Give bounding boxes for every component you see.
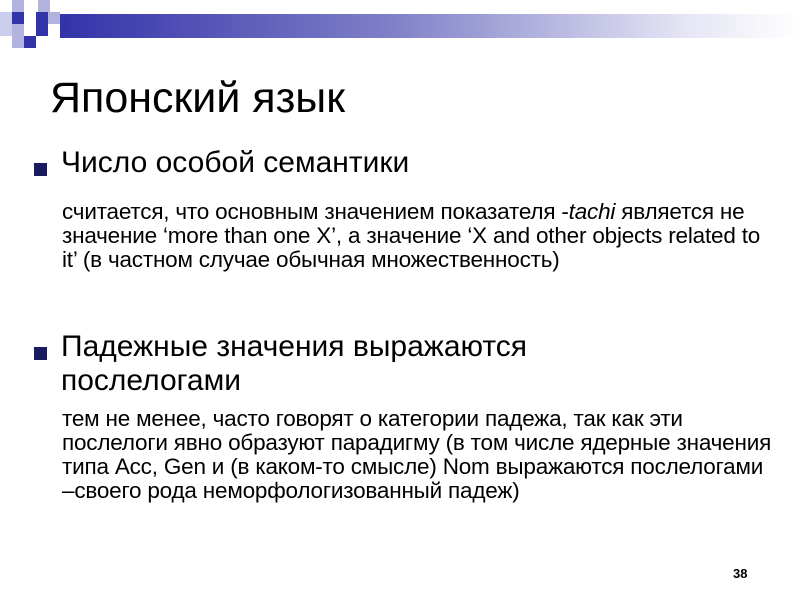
deco-square xyxy=(12,36,24,48)
square-bullet-icon xyxy=(34,347,47,360)
deco-square xyxy=(36,24,48,36)
bullet-2-row xyxy=(34,330,774,398)
bullet-1-detail-prefix: считается, что основным значением показателя - xyxy=(62,199,569,224)
deco-square xyxy=(12,0,24,12)
bullet-1 xyxy=(34,146,774,272)
bullet-2-heading: Падежные значения выражаются послелогами xyxy=(61,330,527,397)
decorative-header-pattern xyxy=(0,0,800,60)
deco-square xyxy=(12,12,24,24)
page-number: 38 xyxy=(733,566,748,581)
deco-square xyxy=(24,36,36,48)
deco-gradient-bar xyxy=(60,14,800,38)
deco-square xyxy=(38,0,50,12)
bullet-1-heading: Число особой семантики xyxy=(61,146,410,179)
bullet-2 xyxy=(34,330,774,503)
deco-square xyxy=(24,12,36,24)
deco-square xyxy=(36,12,48,24)
deco-square xyxy=(48,12,60,24)
bullet-2-detail: тем не менее, часто говорят о категории падежа, так как эти послелоги явно образуют парадигму (в том числе ядерные значения типа Acc, Gen и (в каком-то смысле) Nom выражаются послелогами –своего рода неморфологизованный падеж) xyxy=(62,406,772,503)
slide-title: Японский язык xyxy=(50,74,346,122)
bullet-1-detail-italic: tachi xyxy=(568,199,616,224)
bullet-1-row xyxy=(34,146,774,180)
deco-square xyxy=(0,12,12,24)
square-bullet-icon xyxy=(34,163,47,176)
deco-square xyxy=(12,24,24,36)
deco-square xyxy=(0,24,12,36)
bullet-1-detail-suffix: является не значение ‘more than one X’, а значение ‘X and other objects related to it’ (в частном случае обычная множественность) xyxy=(62,199,761,272)
bullet-1-detail xyxy=(62,200,774,272)
